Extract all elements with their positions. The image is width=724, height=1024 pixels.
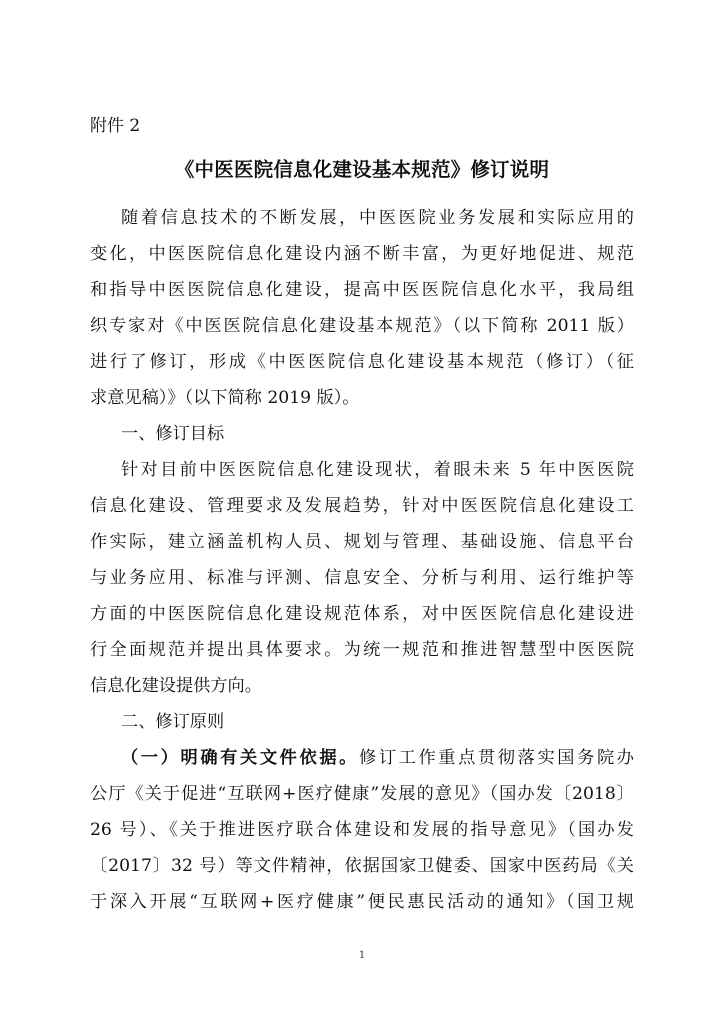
document-title: 《中医医院信息化建设基本规范》修订说明 [174, 158, 550, 181]
intro-line: 随着信息技术的不断发展，中医医院业务发展和实际应用的 [121, 208, 634, 228]
principle1-first-rest: 修订工作重点贯彻落实国务院办 [358, 748, 634, 768]
section1-line: 行全面规范并提出具体要求。为统一规范和推进智慧型中医医院 [90, 640, 634, 660]
page-number: 1 [358, 950, 366, 961]
section-heading-principles: 二、修订原则 [121, 712, 225, 732]
section1-line: 作实际，建立涵盖机构人员、规划与管理、基础设施、信息平台 [90, 532, 634, 552]
principle1-line: 公厅《关于促进“互联网+医疗健康”发展的意见》（国办发〔2018〕 [90, 784, 634, 804]
section1-line: 方面的中医医院信息化建设规范体系，对中医医院信息化建设进 [90, 604, 634, 624]
section1-line: 信息化建设、管理要求及发展趋势，针对中医医院信息化建设工 [90, 496, 634, 516]
principle1-line: 26 号）、《关于推进医疗联合体建设和发展的指导意见》（国办发 [90, 820, 634, 840]
intro-line: 进行了修订，形成《中医医院信息化建设基本规范（修订）（征 [90, 352, 634, 372]
section1-line: 与业务应用、标准与评测、信息安全、分析与利用、运行维护等 [90, 568, 634, 588]
principle1-line: 于深入开展“互联网+医疗健康”便民惠民活动的通知》（国卫规 [90, 892, 634, 912]
attachment-label: 附件 2 [90, 116, 141, 136]
section1-line: 针对目前中医医院信息化建设现状，着眼未来 5 年中医医院 [121, 460, 634, 480]
intro-line: 织专家对《中医医院信息化建设基本规范》（以下简称 2011 版） [90, 316, 634, 336]
section-heading-goals: 一、修订目标 [121, 424, 225, 444]
intro-line: 和指导中医医院信息化建设，提高中医医院信息化水平，我局组 [90, 280, 634, 300]
intro-line: 变化，中医医院信息化建设内涵不断丰富，为更好地促进、规范 [90, 244, 634, 264]
intro-line: 求意见稿）》（以下简称 2019 版）。 [90, 388, 360, 408]
principle1-line: 〔2017〕32 号）等文件精神，依据国家卫健委、国家中医药局《关 [90, 856, 634, 876]
principle1-first-line [121, 746, 634, 770]
section1-line: 信息化建设提供方向。 [90, 676, 262, 696]
principle1-bold-lead: （一）明确有关文件依据。 [121, 748, 359, 768]
